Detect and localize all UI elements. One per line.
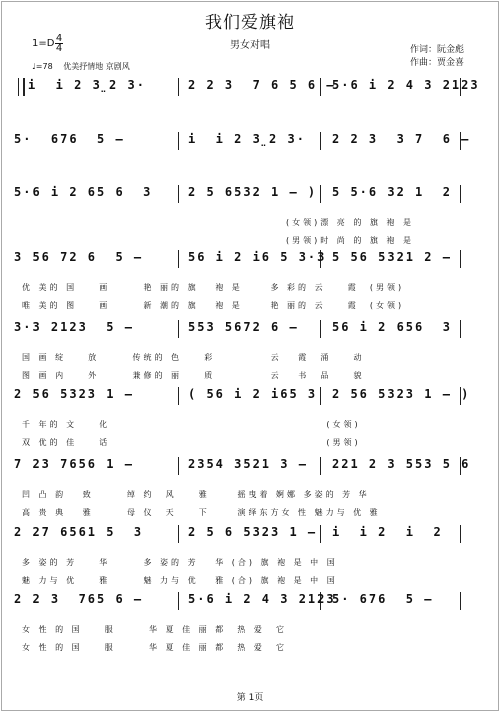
measure-notes: 5·6 i 2 4 3 2123 xyxy=(188,592,336,606)
measure-notes: ( 56 i 2 i65 3 xyxy=(188,387,318,401)
score-line xyxy=(14,130,478,180)
measure-notes: i i 2 3̤2 3· xyxy=(188,132,306,146)
time-signature xyxy=(55,34,63,53)
page-number: 第 1页 xyxy=(236,693,264,703)
score-line xyxy=(14,455,478,517)
measure-notes: i i 2 3̤2 3· xyxy=(28,78,146,92)
measure-notes: 2 56 5323 1 — xyxy=(14,387,134,401)
measure-notes: 7 23 7656 1 — xyxy=(14,457,134,471)
barline xyxy=(320,320,321,338)
barline xyxy=(178,185,179,203)
barline xyxy=(320,525,321,543)
lyric-line: 优 美的 国 画 艳 丽的 旗 袍 是 多 彩的 云 霞 (男领) xyxy=(22,283,405,292)
barline xyxy=(460,185,461,203)
measure-notes: 3 56 72 6 5 — xyxy=(14,250,144,264)
score-line xyxy=(18,76,478,126)
time-top: 4 xyxy=(55,33,63,44)
time-bottom: 4 xyxy=(55,43,63,54)
measure-notes: 2 5 6 5323 1 — xyxy=(188,525,318,539)
barline xyxy=(178,387,179,405)
barline xyxy=(460,320,461,338)
lyric-line: 魅 力与 优 雅 魅 力与 优 雅 (合) 旗 袍 是 中 国 xyxy=(22,576,338,585)
song-subtitle: 男女对唱 xyxy=(230,40,270,51)
tempo-value: ♩=78 xyxy=(32,62,53,71)
lyric-line: 图 画 内 外 兼修的 丽 质 云 书 品 貌 xyxy=(22,371,365,380)
barline xyxy=(178,525,179,543)
lyric-line: 国 画 绽 放 传统的 色 彩 云 霞 涌 动 xyxy=(22,353,365,362)
barline xyxy=(320,185,321,203)
lyric-line: (女领)漂 亮 的 旗 袍 是 xyxy=(286,218,414,227)
measure-notes: 2354 3521 3 — xyxy=(188,457,308,471)
measure-notes: 2 56 5323 1 — ) xyxy=(332,387,471,401)
lyric-line: 多 姿的 芳 华 多 姿的 芳 华 (合) 旗 袍 是 中 国 xyxy=(22,558,338,567)
lyricist-credit: 作词：阮金彪 xyxy=(410,45,465,55)
lyric-line: 凹 凸 韵 致 绰 约 风 雅 摇曳着 婀娜 多姿的 芳 华 xyxy=(22,490,370,499)
barline xyxy=(460,250,461,268)
barline xyxy=(320,387,321,405)
lyric-line: 双 优的 佳 话 (男领) xyxy=(22,438,361,447)
score-line xyxy=(14,318,478,380)
measure-notes: 3·3 2123 5 — xyxy=(14,320,134,334)
score-line xyxy=(14,248,478,310)
measure-notes: 2 2 3 7 6 5 6 — xyxy=(188,78,336,92)
barline xyxy=(320,132,321,150)
score-line xyxy=(14,385,478,447)
score-line xyxy=(14,183,478,245)
measure-notes: 5·6 i 2 65 6 3 xyxy=(14,185,153,199)
barline xyxy=(178,78,179,96)
measure-notes: 5 5·6 32 1 2 xyxy=(332,185,452,199)
measure-notes: 5·6 i 2 4 3 2123 xyxy=(332,78,480,92)
lyric-line: 千 年的 文 化 (女领) xyxy=(22,420,361,429)
barline xyxy=(320,457,321,475)
barline xyxy=(460,592,461,610)
key-signature: 1=D xyxy=(32,38,55,49)
barline xyxy=(178,250,179,268)
measure-notes: 5· 676 5 — xyxy=(332,592,434,606)
score-line xyxy=(14,590,478,652)
lyric-line: (男领)时 尚 的 旗 袍 是 xyxy=(286,236,414,245)
barline xyxy=(178,592,179,610)
barline xyxy=(18,78,25,96)
tempo-marking xyxy=(32,61,130,72)
lyric-line: 唯 美的 图 画 新 潮的 旗 袍 是 艳 丽的 云 霞 (女领) xyxy=(22,301,405,310)
measure-notes: 5 56 5321 2 — xyxy=(332,250,452,264)
composer-credit: 作曲：贾金喜 xyxy=(410,58,465,68)
measure-notes: 2 2 3 765 6 — xyxy=(14,592,144,606)
measure-notes: 56 i 2 656 3 xyxy=(332,320,452,334)
lyric-line: 女 性 的 国 服 华 夏 佳 丽 都 热 爱 它 xyxy=(22,625,287,634)
measure-notes: 2 5 6532 1 — ) xyxy=(188,185,318,199)
measure-notes: 2 27 6561 5 3 xyxy=(14,525,144,539)
score-line xyxy=(14,523,478,585)
lyric-line: 高 贵 典 雅 母 仪 天 下 演绎东方女 性 魅力与 优 雅 xyxy=(22,508,381,517)
measure-notes: i i 2 i 2 xyxy=(332,525,443,539)
song-title: 我们爱旗袍 xyxy=(205,13,295,33)
measure-notes: 2 2 3 3 7 6 — xyxy=(332,132,471,146)
measure-notes: 56 i 2 i6 5 3·3 xyxy=(188,250,327,264)
measure-notes: 553 5672 6 — xyxy=(188,320,299,334)
barline xyxy=(460,525,461,543)
barline xyxy=(178,132,179,150)
style-marking: 优美抒情地 京剧风 xyxy=(63,62,130,71)
measure-notes: 221 2 3 553 5 6 xyxy=(332,457,471,471)
barline xyxy=(178,320,179,338)
barline xyxy=(178,457,179,475)
lyric-line: 女 性 的 国 服 华 夏 佳 丽 都 热 爱 它 xyxy=(22,643,287,652)
measure-notes: 5· 676 5 — xyxy=(14,132,125,146)
